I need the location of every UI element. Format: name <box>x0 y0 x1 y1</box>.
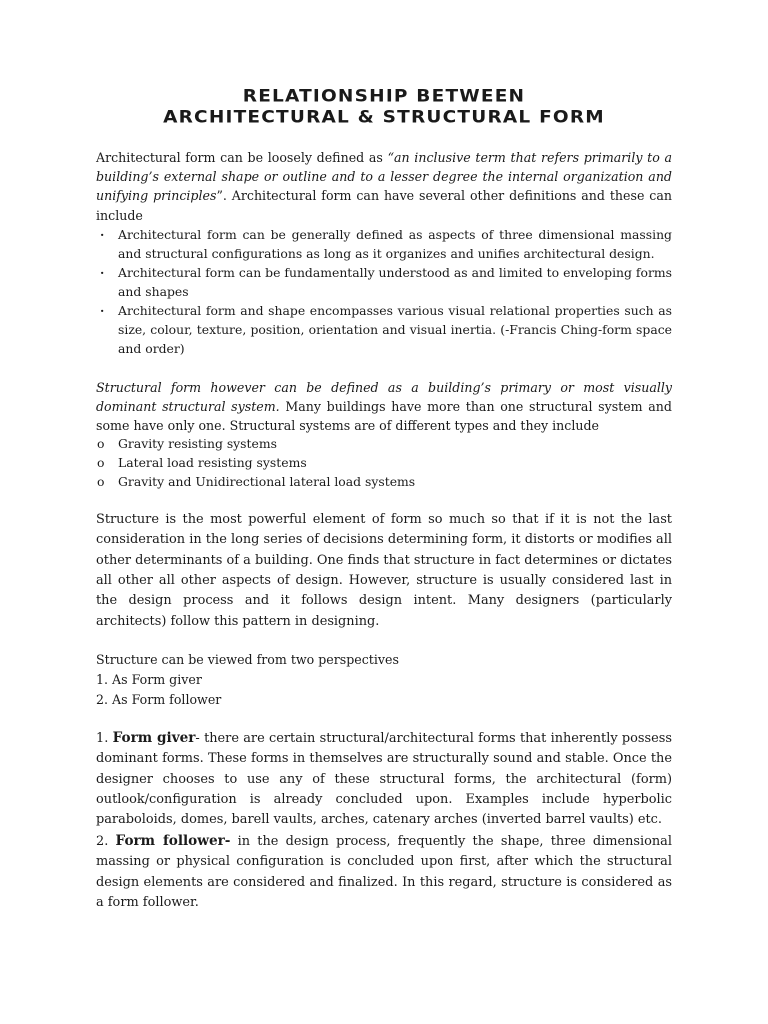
structural-form-paragraph <box>96 378 672 436</box>
intro-lead: Architectural form can be loosely defined as <box>96 150 388 165</box>
form-follower-paragraph <box>96 831 672 914</box>
list-item: 2. As Form follower <box>96 691 222 707</box>
list-item: · Architectural form can be fundamentally understood as and limited to enveloping forms and shapes <box>96 263 672 301</box>
form-giver-text: - there are certain structural/architectural forms that inherently possess dominant forms. These forms in themselves are structurally sound and stable. Once the designer chooses to use any of these structural forms, the architectural (form) outlook/configuration is already concluded upon. Examples include hyperbolic paraboloids, domes, barell vaults, arches, catenary arches (inverted barrel vaults) etc. <box>96 730 672 828</box>
structural-rest: Many buildings have more than one structural system and some have only one. Structural systems are of different types and they include <box>96 399 672 434</box>
list-item: · Architectural form and shape encompasses various visual relational properties such as size, colour, texture, position, orientation and visual inertia. (-Francis Ching-form space and order) <box>96 301 672 358</box>
intro-quote: “an inclusive term that refers primarily to a building’s external shape or outline and to a lesser degree the internal organization and unifying principles <box>96 150 672 204</box>
perspectives-list <box>96 670 672 710</box>
intro-tail: ”. Architectural form can have several other definitions and these can include <box>96 188 672 223</box>
spacer <box>96 710 672 728</box>
spacer <box>96 492 672 510</box>
list-item: o Lateral load resisting systems <box>96 454 672 473</box>
form-follower-text: in the design process, frequently the shape, three dimensional massing or physical configuration is concluded upon first, after which the structural design elements are considered and finalized. In this regard, structure is considered as a form follower. <box>96 833 672 911</box>
title-line-1: RELATIONSHIP BETWEEN <box>242 86 526 107</box>
structural-definition: Structural form however can be defined as a building’s primary or most visually dominant structural system. <box>96 379 672 415</box>
list-item: o Gravity resisting systems <box>96 435 672 454</box>
title-line-2: ARCHITECTURAL & STRUCTURAL FORM <box>163 107 605 128</box>
list-item: 1. As Form giver <box>96 671 202 687</box>
form-giver-paragraph <box>96 728 672 831</box>
form-giver-number: 1. <box>96 730 113 746</box>
list-item: o Gravity and Unidirectional lateral load systems <box>96 473 672 492</box>
list-item: · Architectural form can be generally defined as aspects of three dimensional massing and structural configurations as long as it organizes and unifies architectural design. <box>96 225 672 263</box>
spacer <box>96 632 672 650</box>
form-follower-term: Form follower- <box>115 832 231 849</box>
form-giver-term: Form giver <box>112 729 196 746</box>
intro-paragraph <box>96 148 672 225</box>
perspectives-intro: Structure can be viewed from two perspectives <box>96 652 399 668</box>
page-title <box>96 86 672 128</box>
structural-types-list <box>96 435 672 491</box>
architectural-form-list <box>96 225 672 358</box>
spacer <box>96 358 672 378</box>
structure-paragraph: Structure is the most powerful element of form so much so that if it is not the last consideration in the long series of decisions determining form, it distorts or modifies all other determinants of a building. One finds that structure in fact determines or dictates all other all other aspects of design. However, structure is usually considered last in the design process and it follows design intent. Many designers (particularly architects) follow this pattern in designing. <box>96 511 672 629</box>
form-follower-number: 2. <box>96 833 116 849</box>
